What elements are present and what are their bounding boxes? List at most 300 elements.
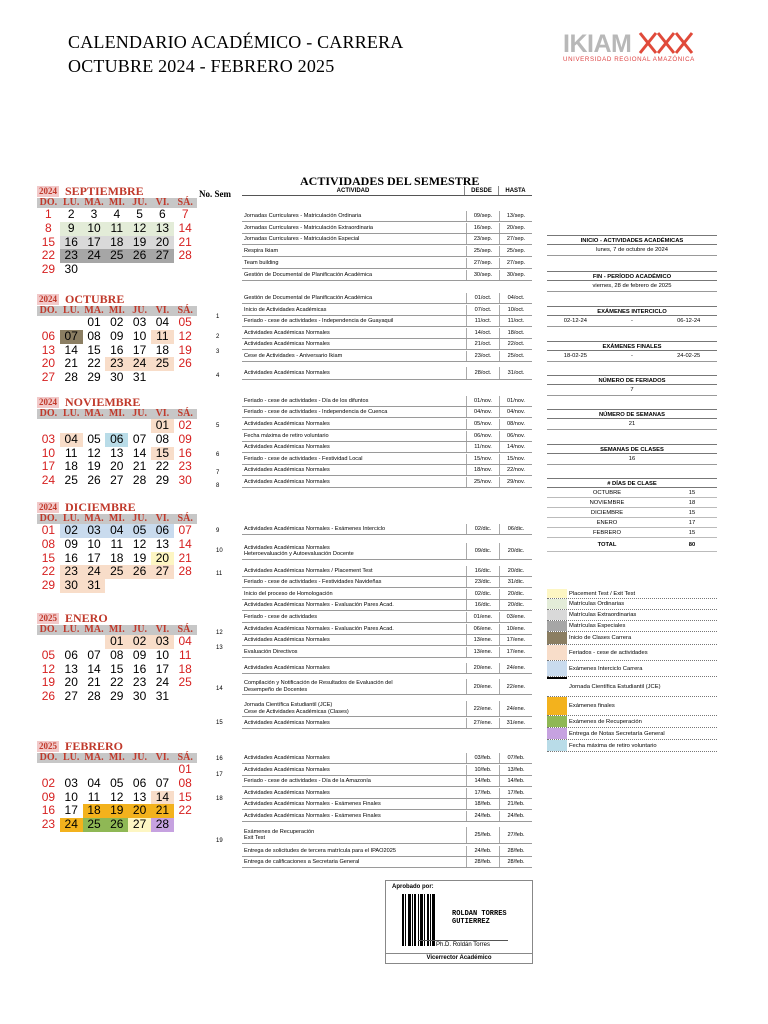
calendar-day xyxy=(37,316,60,330)
calendar-day: 05 xyxy=(110,775,124,790)
calendar-day: 21 xyxy=(64,356,78,371)
calendar-day: 22 xyxy=(87,356,101,371)
calendar-day xyxy=(37,635,60,649)
calendar-day: 06 xyxy=(132,775,147,790)
calendar-day: 01 xyxy=(178,762,192,776)
month-octubre xyxy=(37,294,197,385)
activity-name: Actividades Académicas Normales - Exámenes Interciclo xyxy=(244,525,386,532)
calendar-day: 17 xyxy=(87,550,101,565)
activity-from: 11/oct. xyxy=(466,316,499,326)
month-septiembre xyxy=(37,186,197,277)
month-name: OCTUBRE xyxy=(65,292,125,306)
activity-name: Jornada Científica Estudiantil (JCE) Cese de Actividades Académicas (Clases) xyxy=(244,702,349,715)
calendar-day: 4 xyxy=(113,207,121,221)
calendar-day: 25 xyxy=(105,565,128,579)
calendar-day: 03 xyxy=(151,635,174,649)
weekday-label: DO. xyxy=(37,753,60,763)
activity-to: 14/feb. xyxy=(499,776,532,786)
activity-row xyxy=(242,454,532,465)
legend-swatch xyxy=(547,645,567,660)
weekday-label: MI. xyxy=(105,625,128,635)
legend-label: Entrega de Notas Secretaría General xyxy=(569,730,665,737)
week-number: 2 xyxy=(216,334,220,340)
calendar-day: 18 xyxy=(105,236,128,250)
calendar-day xyxy=(174,690,197,704)
calendar-day: 18 xyxy=(64,459,78,474)
weekday-label: VI. xyxy=(151,198,174,208)
calendar-day: 05 xyxy=(41,647,56,662)
activity-to: 01/nov. xyxy=(499,396,532,406)
activity-from: 28/feb. xyxy=(466,857,499,867)
activity-from: 16/sep. xyxy=(466,223,499,233)
calendar-day: 10 xyxy=(155,647,170,662)
activity-row xyxy=(242,624,532,635)
activity-from: 16/dic. xyxy=(466,566,499,576)
calendar-day: 08 xyxy=(110,647,124,662)
activity-to: 13/feb. xyxy=(499,765,532,775)
activity-to: 03/ene. xyxy=(499,612,532,622)
activity-to: 22/oct. xyxy=(499,339,532,349)
calendar-day: 19 xyxy=(178,342,192,357)
month-noviembre xyxy=(37,397,197,488)
legend-swatch xyxy=(547,661,567,676)
calendar-day: 12 xyxy=(87,445,101,460)
activity-to: 07/feb. xyxy=(499,753,532,763)
activity-row xyxy=(242,635,532,646)
calendar-day xyxy=(174,263,197,277)
calendar-day xyxy=(83,635,106,649)
calendar-day: 12 xyxy=(110,789,124,804)
activity-name: Fecha máxima de retiro voluntario xyxy=(244,432,329,439)
activity-from: 13/ene. xyxy=(466,635,499,645)
activity-row xyxy=(242,305,532,316)
class-days-row xyxy=(547,498,717,508)
calendar-day: 06 xyxy=(41,328,56,343)
activity-row xyxy=(242,718,532,729)
activity-name: Actividades Académicas Normales xyxy=(244,478,330,485)
legend-swatch xyxy=(547,697,567,715)
activity-name: Gestión de Documental de Planificación Académica xyxy=(244,271,373,278)
activity-name: Actividades Académicas Normales xyxy=(244,766,330,773)
activity-from: 07/oct. xyxy=(466,305,499,315)
weekday-label: VI. xyxy=(151,306,174,316)
month-febrero xyxy=(37,741,197,832)
activity-to: 20/dic. xyxy=(499,589,532,599)
calendar-day: 07 xyxy=(178,523,192,537)
activity-name: Compilación y Notificación de Resultados de Evaluación del Desempeño de Docentes xyxy=(244,680,393,693)
activity-row xyxy=(242,407,532,418)
activity-from: 25/sep. xyxy=(466,246,499,256)
weekday-label: SÁ. xyxy=(174,625,197,635)
calendar-day: 22 xyxy=(41,248,56,263)
calendar-day xyxy=(83,763,106,777)
activity-to: 30/sep. xyxy=(499,270,532,280)
activity-from: 20/ene. xyxy=(466,663,499,673)
activity-row xyxy=(242,223,532,234)
week-number: 18 xyxy=(216,796,223,802)
activity-name: Evaluación Directivos xyxy=(244,648,298,655)
calendar-day: 24 xyxy=(128,357,151,371)
calendar-day: 01 xyxy=(41,523,56,537)
calendar-day: 27 xyxy=(110,473,124,488)
class-days-month: FEBRERO xyxy=(592,530,622,536)
calendar-day: 17 xyxy=(83,236,106,250)
week-number: 15 xyxy=(216,720,223,726)
activity-row xyxy=(242,612,532,623)
activity-name: Feriado - cese de actividades - Festividad Local xyxy=(244,455,363,462)
calendar-day: 07 xyxy=(132,431,147,446)
activity-from: 06/ene. xyxy=(466,624,499,634)
calendar-day: 08 xyxy=(155,431,170,446)
calendar-day: 18 xyxy=(155,342,170,357)
activity-to: 24/ene. xyxy=(499,701,532,716)
legend-swatch xyxy=(547,589,567,598)
calendar-day: 12 xyxy=(128,222,151,236)
class-days-row xyxy=(547,508,717,518)
legend-label: Feriados - cese de actividades xyxy=(569,649,648,656)
signer-name: ROLDAN TORRES GUTIERREZ xyxy=(452,910,507,926)
calendar-day: 13 xyxy=(41,342,56,357)
activity-name: Actividades Académicas Normales - Exámenes Finales xyxy=(244,812,381,819)
activity-from: 24/feb. xyxy=(466,811,499,821)
activity-name: Jornadas Curriculares - Matriculación Ordinaria xyxy=(244,212,362,219)
class-days-month: DICIEMBRE xyxy=(590,510,624,516)
calendar-day xyxy=(151,371,174,385)
legend-swatch xyxy=(547,677,567,696)
month-enero xyxy=(37,613,197,704)
activity-name: Cese de Actividades - Aniversario Ikiam xyxy=(244,352,343,359)
activity-name: Feriado - cese de actividades - Festividades Navideñas xyxy=(244,578,382,585)
calendar-day: 30 xyxy=(60,579,83,593)
legend-item xyxy=(547,740,717,752)
activity-to: 15/nov. xyxy=(499,454,532,464)
weekday-label: MA. xyxy=(84,752,104,763)
activity-row xyxy=(242,396,532,407)
activity-row xyxy=(242,465,532,476)
calendar-day: 02 xyxy=(60,524,83,538)
activity-to: 29/nov. xyxy=(499,477,532,487)
calendar-day: 12 xyxy=(178,328,192,343)
month-year: 2024 xyxy=(39,294,57,304)
weekday-label: MA. xyxy=(84,513,104,524)
class-days-row xyxy=(547,518,717,528)
calendar-day: 04 xyxy=(60,433,83,447)
activity-row xyxy=(242,246,532,257)
activity-from: 09/sep. xyxy=(466,211,499,221)
calendar-day: 11 xyxy=(178,647,192,662)
activity-row xyxy=(242,339,532,350)
month-year: 2024 xyxy=(39,397,57,407)
calendar-day: 17 xyxy=(41,459,56,474)
legend-item xyxy=(547,589,717,599)
calendar-day: 02 xyxy=(110,315,124,329)
activity-row xyxy=(242,663,532,674)
calendar-day xyxy=(105,579,128,593)
calendar-day: 19 xyxy=(41,675,56,690)
class-days-count: 15 xyxy=(688,530,696,536)
activity-row xyxy=(242,589,532,600)
month-diciembre xyxy=(37,502,197,593)
weekday-label: MI. xyxy=(105,198,128,208)
weekday-label: MI. xyxy=(105,409,128,419)
activity-from: 18/feb. xyxy=(466,799,499,809)
calendar-day: 22 xyxy=(155,459,170,474)
weekday-label: MI. xyxy=(105,514,128,524)
calendar-day: 29 xyxy=(41,578,56,593)
legend-item xyxy=(547,632,717,645)
activity-from: 28/oct. xyxy=(466,367,499,379)
activity-from: 04/nov. xyxy=(466,407,499,417)
calendar-day: 20 xyxy=(64,675,78,690)
week-number: 16 xyxy=(216,756,223,762)
legend-swatch xyxy=(547,621,567,631)
calendar-day: 16 xyxy=(132,661,147,676)
calendar-day: 13 xyxy=(64,661,78,676)
calendar-day: 23 xyxy=(132,675,147,690)
calendar-day: 5 xyxy=(136,207,143,221)
activity-to: 22/ene. xyxy=(499,679,532,694)
calendar-day: 31 xyxy=(155,689,170,704)
activity-to: 31/ene. xyxy=(499,718,532,728)
calendar-day: 30 xyxy=(64,262,78,277)
activity-to: 28/feb. xyxy=(499,846,532,856)
activity-row xyxy=(242,543,532,560)
calendar-day: 02 xyxy=(178,418,192,432)
calendar-day: 13 xyxy=(155,536,170,551)
calendar-day xyxy=(174,818,197,832)
calendar-day: 31 xyxy=(83,579,106,593)
calendar-day: 04 xyxy=(87,775,101,790)
activity-row xyxy=(242,600,532,611)
weekday-label: MI. xyxy=(105,306,128,316)
activity-row xyxy=(242,827,532,844)
activity-from: 27/ene. xyxy=(466,718,499,728)
calendar-day: 1 xyxy=(45,207,52,221)
calendar-day: 19 xyxy=(132,550,147,565)
week-number: 13 xyxy=(216,645,223,651)
month-name: NOVIEMBRE xyxy=(65,395,141,409)
legend-swatch xyxy=(547,632,567,644)
calendar-day xyxy=(105,763,128,777)
calendar-day xyxy=(60,316,83,330)
activity-row xyxy=(242,647,532,658)
weekday-label: JU. xyxy=(128,306,151,316)
calendar-day xyxy=(128,419,151,433)
weekday-label: MA. xyxy=(84,408,104,419)
calendar-day: 13 xyxy=(110,445,124,460)
calendar-day: 26 xyxy=(178,356,192,371)
calendar-day: 12 xyxy=(132,536,147,551)
activity-to: 20/dic. xyxy=(499,566,532,576)
activity-row xyxy=(242,524,532,535)
calendar-day: 6 xyxy=(159,207,166,221)
activity-to: 24/ene. xyxy=(499,663,532,673)
calendar-day: 03 xyxy=(41,431,56,446)
calendar-day xyxy=(105,419,128,433)
class-days-month: TOTAL xyxy=(597,542,617,548)
calendar-day: 09 xyxy=(64,536,78,551)
activity-row xyxy=(242,442,532,453)
calendar-day: 24 xyxy=(41,473,56,488)
col-to: HASTA xyxy=(498,186,532,195)
class-days-count: 18 xyxy=(688,500,696,506)
class-days-month: ENERO xyxy=(596,520,618,526)
activity-to: 28/feb. xyxy=(499,857,532,867)
calendar-day: 25 xyxy=(178,675,192,690)
calendar-day: 23 xyxy=(60,565,83,579)
activity-from: 10/feb. xyxy=(466,765,499,775)
info-finals: EXÁMENES FINALES 18-02-25 - 24-02-25 xyxy=(547,341,717,362)
activity-to: 22/nov. xyxy=(499,465,532,475)
calendar-day: 30 xyxy=(110,370,124,385)
calendar-day xyxy=(151,263,174,277)
calendar-day xyxy=(60,419,83,433)
approval-box: Aprobado por: ROLDAN TORRES GUTIERREZ Ph.D. Roldán Torres Vicerrector Académico xyxy=(385,880,533,964)
calendar-day: 09 xyxy=(178,431,192,446)
activity-from: 01/nov. xyxy=(466,396,499,406)
calendar-day: 16 xyxy=(178,445,192,460)
activity-row xyxy=(242,316,532,327)
info-holidays: NÚMERO DE FERIADOS 7 xyxy=(547,375,717,396)
calendar-day: 08 xyxy=(178,775,192,790)
activity-row xyxy=(242,811,532,822)
class-days-count: 15 xyxy=(688,490,696,496)
activity-from: 11/nov. xyxy=(466,442,499,452)
calendar-day: 26 xyxy=(105,818,128,832)
weekday-label: SÁ. xyxy=(174,514,197,524)
weekday-label: SÁ. xyxy=(174,198,197,208)
activity-to: 06/nov. xyxy=(499,431,532,441)
calendar-day: 18 xyxy=(83,804,106,818)
activity-name: Actividades Académicas Normales xyxy=(244,340,330,347)
calendar-day: 11 xyxy=(64,445,78,460)
weekday-label: JU. xyxy=(128,409,151,419)
calendar-day: 08 xyxy=(41,536,56,551)
legend-label: Exámenes finales xyxy=(569,703,615,709)
month-year: 2025 xyxy=(39,741,57,751)
calendar-day xyxy=(151,763,174,777)
calendar-day: 15 xyxy=(110,661,124,676)
calendar-day: 03 xyxy=(64,775,78,790)
calendar-day: 17 xyxy=(64,803,78,818)
calendar-day: 27 xyxy=(41,370,56,385)
class-days-count: 15 xyxy=(688,510,696,516)
calendar-day xyxy=(128,263,151,277)
class-days-row xyxy=(547,488,717,498)
activity-to: 20/dic. xyxy=(499,600,532,610)
calendar-day: 14 xyxy=(64,342,78,357)
class-days-row xyxy=(547,528,717,538)
activity-to: 10/oct. xyxy=(499,305,532,315)
week-number: 8 xyxy=(216,483,220,489)
weekday-label: JU. xyxy=(128,514,151,524)
activity-from: 25/nov. xyxy=(466,477,499,487)
activity-row xyxy=(242,701,532,717)
document-period: OCTUBRE 2024 - FEBRERO 2025 xyxy=(68,56,335,76)
col-activity: ACTIVIDAD xyxy=(336,188,370,194)
class-days-count: 80 xyxy=(688,542,696,548)
calendar-day xyxy=(128,579,151,593)
activity-name: Jornadas Curriculares - Matriculación Especial xyxy=(244,235,360,242)
calendar-day: 3 xyxy=(90,207,98,221)
weekday-label: JU. xyxy=(128,625,151,635)
calendar-day: 12 xyxy=(41,661,56,676)
week-number: 17 xyxy=(216,772,223,778)
activity-to: 04/oct. xyxy=(499,293,532,303)
week-number: 9 xyxy=(216,528,220,534)
calendar-day: 14 xyxy=(87,661,101,676)
activity-to: 10/ene. xyxy=(499,624,532,634)
calendar-day: 04 xyxy=(155,315,170,329)
activity-from: 20/ene. xyxy=(466,679,499,694)
calendar-day: 14 xyxy=(151,791,174,805)
calendar-day: 17 xyxy=(155,661,170,676)
calendar-day: 10 xyxy=(132,328,147,343)
legend-label: Jornada Científica Estudiantil (JCE) xyxy=(569,683,661,690)
signer-title: Ph.D. Roldán Torres xyxy=(418,940,508,948)
calendar-day: 28 xyxy=(151,818,174,832)
calendar-day: 20 xyxy=(151,552,174,566)
calendar-day: 01 xyxy=(105,635,128,649)
legend-label: Exámenes de Recuperación xyxy=(569,718,642,725)
activity-from: 24/feb. xyxy=(466,846,499,856)
activity-row xyxy=(242,566,532,577)
calendar-day: 01 xyxy=(87,315,101,329)
calendar-day: 03 xyxy=(83,524,106,538)
calendar-day: 17 xyxy=(132,342,147,357)
activity-from: 01/oct. xyxy=(466,293,499,303)
calendar-day: 21 xyxy=(178,234,192,249)
activity-row xyxy=(242,258,532,269)
legend-item xyxy=(547,621,717,632)
calendar-day: 8 xyxy=(45,220,52,235)
calendar-day: 25 xyxy=(64,473,78,488)
weekday-label: LU. xyxy=(60,306,83,316)
info-end: FIN - PERÍODO ACADÉMICO viernes, 28 de febrero de 2025 xyxy=(547,271,717,292)
activity-name: Feriado - cese de actividades - Día de los difuntos xyxy=(244,397,369,404)
calendar-day xyxy=(83,419,106,433)
activity-row xyxy=(242,846,532,857)
calendar-day: 27 xyxy=(64,689,78,704)
calendar-day: 25 xyxy=(83,818,106,832)
calendar-day: 16 xyxy=(64,550,78,565)
activity-to: 17/feb. xyxy=(499,788,532,798)
legend-label: Placement Test / Exit Test xyxy=(569,590,636,597)
calendar-day: 19 xyxy=(105,804,128,818)
activity-name: Respira Ikiam xyxy=(244,247,279,254)
calendar-day: 23 xyxy=(105,357,128,371)
calendar-day: 06 xyxy=(151,524,174,538)
calendar-day: 06 xyxy=(105,433,128,447)
calendar-day: 28 xyxy=(87,689,101,704)
legend-swatch xyxy=(547,599,567,609)
week-number: 14 xyxy=(216,686,223,692)
activity-from: 13/ene. xyxy=(466,647,499,657)
activity-row xyxy=(242,799,532,810)
calendar-day: 24 xyxy=(83,565,106,579)
activity-to: 31/dic. xyxy=(499,577,532,587)
weekday-label: VI. xyxy=(151,625,174,635)
activities-table xyxy=(242,186,532,865)
calendar-day: 27 xyxy=(151,565,174,579)
calendar-day: 04 xyxy=(178,634,192,648)
activity-name: Actividades Académicas Normales xyxy=(244,466,330,473)
calendar-day: 28 xyxy=(64,370,78,385)
activity-to: 04/nov. xyxy=(499,407,532,417)
legend-swatch xyxy=(547,716,567,727)
calendar-day: 23 xyxy=(178,459,192,474)
calendar-day xyxy=(60,635,83,649)
